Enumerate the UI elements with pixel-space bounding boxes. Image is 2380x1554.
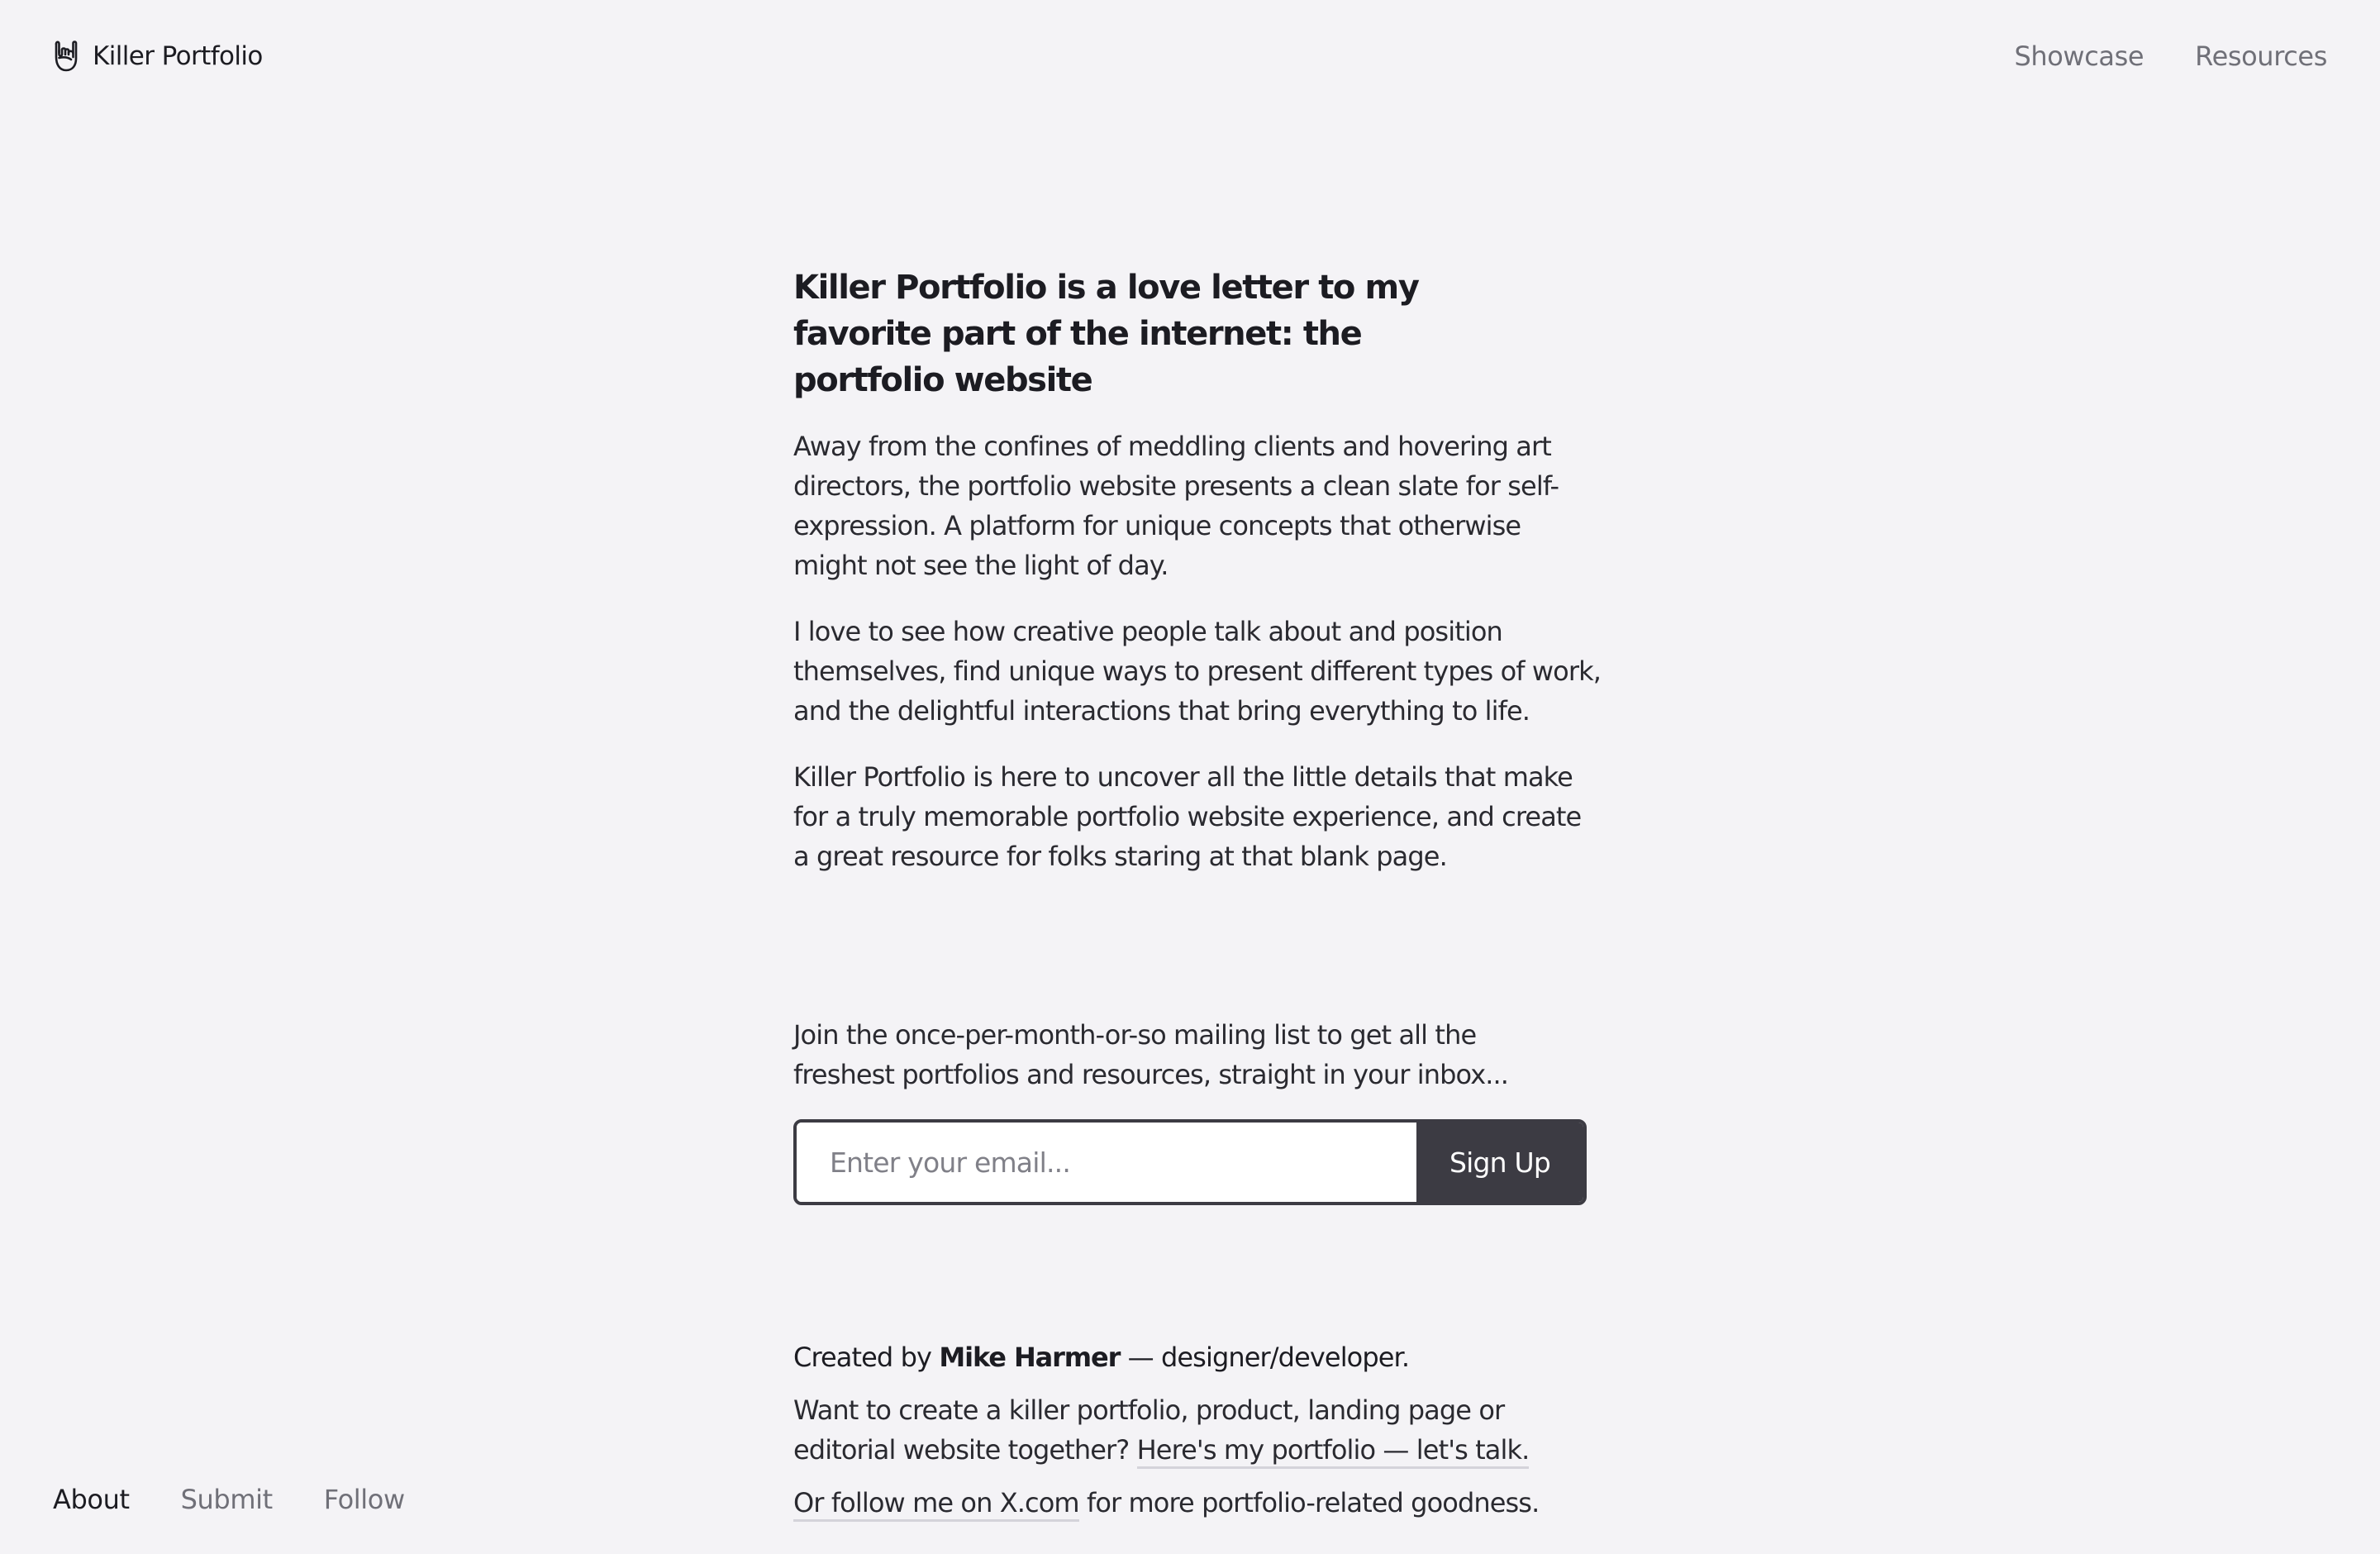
rock-hand-icon [51, 39, 81, 74]
footer-link-about[interactable]: About [53, 1484, 130, 1515]
author-name: Mike Harmer [939, 1342, 1121, 1373]
main-content [793, 265, 1603, 1523]
collaboration-prompt: Want to create a killer portfolio, product, landing page or editorial website together? [793, 1394, 1505, 1466]
follow-text [793, 1483, 1587, 1523]
follow-suffix: for more portfolio-related goodness. [1086, 1487, 1540, 1518]
sign-up-button[interactable]: Sign Up [1416, 1123, 1583, 1202]
footer-link-follow[interactable]: Follow [323, 1484, 405, 1515]
credits-title [793, 1337, 1603, 1377]
collaboration-text [793, 1390, 1537, 1470]
page-headline: Killer Portfolio is a love letter to my favorite part of the internet: the portfolio website [793, 269, 1419, 399]
follow-x-link[interactable]: Or follow me on X.com [793, 1487, 1079, 1522]
mailing-list-text: Join the once-per-month-or-so mailing list to get all the freshest portfolios and resources, straight in your inbox... [793, 1019, 1509, 1090]
nav-link-resources[interactable]: Resources [2195, 41, 2327, 72]
intro-paragraph-1: Away from the confines of meddling clients and hovering art directors, the portfolio website presents a clean slate for self-expression. A platform for unique concepts that otherwise might not see the light of day. [793, 431, 1559, 581]
intro-paragraph-2: I love to see how creative people talk about and position themselves, find unique ways to present different types of work, and the delightful interactions that bring everything to life. [793, 616, 1601, 727]
nav-link-showcase[interactable]: Showcase [2014, 41, 2144, 72]
portfolio-link[interactable]: Here's my portfolio — let's talk. [1137, 1434, 1530, 1469]
email-input[interactable] [797, 1123, 1416, 1202]
footer-link-submit[interactable]: Submit [180, 1484, 273, 1515]
intro-paragraph-3: Killer Portfolio is here to uncover all the little details that make for a truly memorable portfolio website experience, and create a great resource for folks staring at that blank page. [793, 761, 1582, 872]
credits-prefix: Created by [793, 1342, 932, 1373]
brand-name: Killer Portfolio [93, 41, 263, 71]
credits-role: — designer/developer. [1127, 1342, 1410, 1373]
newsletter-signup-form [793, 1119, 1587, 1205]
top-navigation [2014, 38, 2327, 74]
footer-navigation [53, 1480, 405, 1519]
brand-logo-link[interactable] [51, 38, 263, 74]
